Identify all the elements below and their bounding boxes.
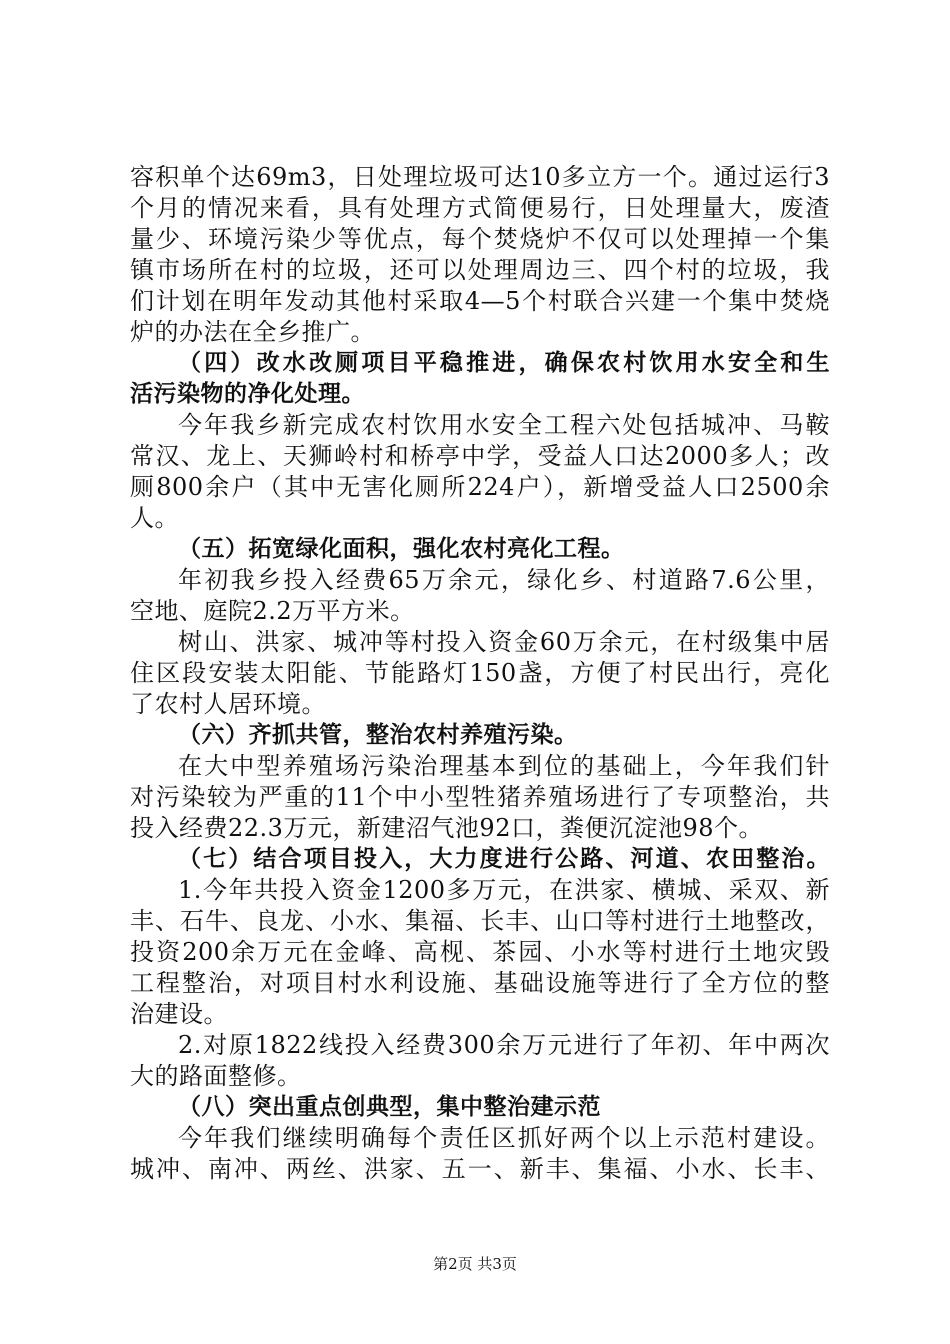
body-line: 丰、石牛、良龙、小水、集福、长丰、山口等村进行土地整改， bbox=[130, 907, 830, 935]
section-heading-7: （七）结合项目投入，大力度进行公路、河道、农田整治。 bbox=[178, 846, 830, 872]
section-heading-8: （八）突出重点创典型，集中整治建示范 bbox=[178, 1094, 601, 1120]
body-line: 们计划在明年发动其他村采取4—5个村联合兴建一个集中焚烧 bbox=[130, 287, 830, 315]
body-line: 投入经费22.3万元，新建沼气池92口，粪便沉淀池98个。 bbox=[130, 814, 764, 842]
body-line: 了农村人居环境。 bbox=[130, 690, 326, 718]
body-line: 容积单个达69m3，日处理垃圾可达10多立方一个。通过运行3 bbox=[130, 163, 830, 191]
body-line: 炉的办法在全乡推广。 bbox=[130, 318, 375, 346]
body-line: 工程整治，对项目村水利设施、基础设施等进行了全方位的整 bbox=[130, 969, 830, 997]
body-line: 厕800余户（其中无害化厕所224户），新增受益人口2500余 bbox=[130, 473, 830, 501]
body-line: 今年我乡新完成农村饮用水安全工程六处包括城冲、马鞍 bbox=[178, 411, 830, 439]
body-line: 2.对原1822线投入经费300余万元进行了年初、年中两次 bbox=[178, 1031, 830, 1059]
body-line: 治建设。 bbox=[130, 1000, 228, 1028]
body-line: 个月的情况来看，具有处理方式简便易行，日处理量大，废渣 bbox=[130, 194, 830, 222]
body-line: 今年我们继续明确每个责任区抓好两个以上示范村建设。 bbox=[178, 1124, 830, 1152]
section-heading-4-cont: 活污染物的净化处理。 bbox=[130, 381, 365, 407]
section-heading-4: （四）改水改厕项目平稳推进，确保农村饮用水安全和生 bbox=[178, 350, 830, 376]
page-footer: 第2页 共3页 bbox=[433, 1255, 517, 1273]
section-heading-5: （五）拓宽绿化面积，强化农村亮化工程。 bbox=[178, 536, 625, 562]
body-line: 常汉、龙上、天狮岭村和桥亭中学，受益人口达2000多人；改 bbox=[130, 442, 830, 470]
body-line: 镇市场所在村的垃圾，还可以处理周边三、四个村的垃圾，我 bbox=[130, 256, 830, 284]
body-line: 树山、洪家、城冲等村投入资金60万余元，在村级集中居 bbox=[178, 628, 830, 656]
body-line: 大的路面整修。 bbox=[130, 1062, 302, 1090]
body-line: 1.今年共投入资金1200多万元，在洪家、横城、采双、新 bbox=[178, 876, 830, 904]
body-line: 年初我乡投入经费65万余元，绿化乡、村道路7.6公里， bbox=[178, 566, 830, 594]
body-line: 人。 bbox=[130, 504, 179, 532]
document-body bbox=[130, 162, 830, 1185]
section-heading-6: （六）齐抓共管，整治农村养殖污染。 bbox=[178, 722, 578, 748]
body-line: 在大中型养殖场污染治理基本到位的基础上，今年我们针 bbox=[178, 752, 830, 780]
body-line: 量少、环境污染少等优点，每个焚烧炉不仅可以处理掉一个集 bbox=[130, 225, 830, 253]
body-line: 对污染较为严重的11个中小型牲猪养殖场进行了专项整治，共 bbox=[130, 783, 830, 811]
body-line: 住区段安装太阳能、节能路灯150盏，方便了村民出行，亮化 bbox=[130, 659, 830, 687]
body-line: 空地、庭院2.2万平方米。 bbox=[130, 597, 415, 625]
body-line: 城冲、南冲、两丝、洪家、五一、新丰、集福、小水、长丰、 bbox=[130, 1155, 830, 1183]
body-line: 投资200余万元在金峰、高枧、茶园、小水等村进行土地灾毁 bbox=[130, 938, 830, 966]
